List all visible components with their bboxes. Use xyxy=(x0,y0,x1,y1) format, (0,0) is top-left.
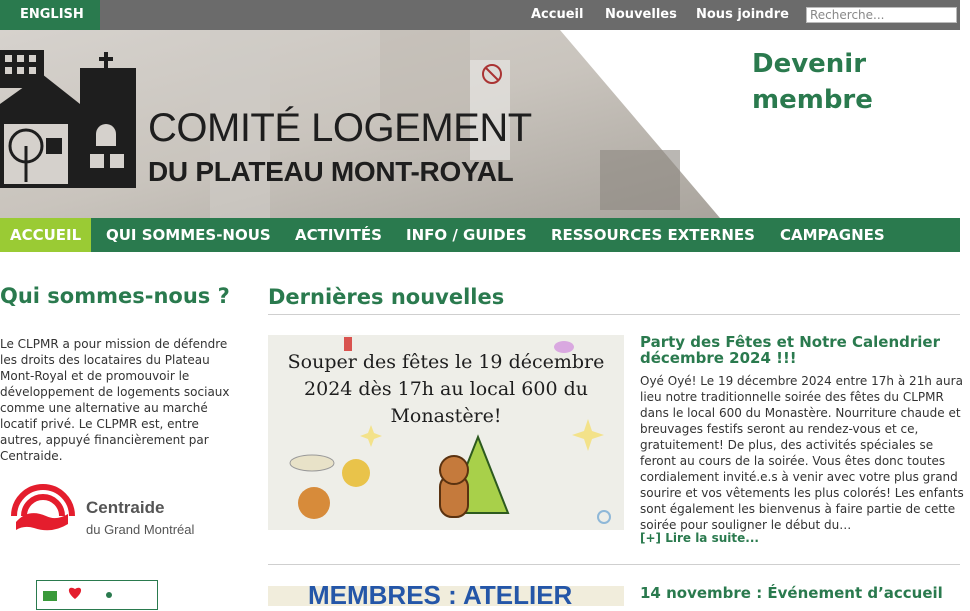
become-member-link[interactable]: Devenir membre xyxy=(752,49,873,115)
news-divider xyxy=(268,314,960,315)
partner-logo-icon xyxy=(37,581,157,601)
top-link-nouvelles[interactable]: Nouvelles xyxy=(605,7,677,22)
nav-item-accueil[interactable]: ACCUEIL xyxy=(0,218,91,252)
nav-item-ressources-externes[interactable]: RESSOURCES EXTERNES xyxy=(551,226,755,244)
top-link-nous-joindre[interactable]: Nous joindre xyxy=(696,7,789,22)
news-heading: Dernières nouvelles xyxy=(268,285,505,309)
main-navigation xyxy=(0,218,960,252)
centraide-hand-icon xyxy=(8,472,78,542)
news-image-1-text: Souper des fêtes le 19 décembre 2024 dès 17h au local 600 du Monastère! xyxy=(287,351,605,427)
nav-item-info-guides[interactable]: INFO / GUIDES xyxy=(406,226,527,244)
news-title-2[interactable]: 14 novembre : Événement d’accueil xyxy=(640,584,943,602)
read-more-link[interactable]: [+] Lire la suite... xyxy=(640,531,759,545)
top-bar xyxy=(0,0,960,30)
org-logo-icon xyxy=(0,50,140,190)
org-name-line1: COMITÉ LOGEMENT xyxy=(148,106,532,150)
nav-item-activites[interactable]: ACTIVITÉS xyxy=(295,226,382,244)
news-divider-2 xyxy=(268,564,960,565)
nav-item-campagnes[interactable]: CAMPAGNES xyxy=(780,226,885,244)
nav-item-qui-sommes-nous[interactable]: QUI SOMMES-NOUS xyxy=(106,226,271,244)
news-image-1[interactable] xyxy=(268,335,624,530)
partner-logo[interactable] xyxy=(36,580,158,610)
search-input[interactable]: Recherche... xyxy=(806,7,957,23)
top-link-accueil[interactable]: Accueil xyxy=(531,7,584,22)
news-excerpt-1: Oyé Oyé! Le 19 décembre 2024 entre 17h à 21h aura lieu notre traditionnelle soirée des fêtes du CLPMR dans le local 600 du Monastère. Nourriture chaude et breuvages festifs seront au rendez-vous et ce, gratuitement! De plus, des activités spéciales se feront au cours de la soirée. Vous êtes donc toutes cordialement invité.e.s à venir avec votre plus grand sourire et vos vêtements les plus colorés! Les enfants sont également les bienvenus à faire partie de cette soirée pour souligner le début du… xyxy=(640,374,964,532)
news-title-1[interactable]: Party des Fêtes et Notre Calendrier décembre 2024 !!! xyxy=(640,333,941,367)
org-name-line2: DU PLATEAU MONT-ROYAL xyxy=(148,156,514,187)
sponsor-subtitle: du Grand Montréal xyxy=(86,522,195,537)
sidebar-mission-text: Le CLPMR a pour mission de défendre les droits des locataires du Plateau Mont-Royal et de promouvoir le développement de logements sociaux comme une alternative au marché locatif privé. Le CLPMR est, entre autres, appuyé financièrement par Centraide. xyxy=(0,337,230,463)
news-image-2-text: MEMBRES : ATELIER xyxy=(308,580,573,610)
site-header xyxy=(0,30,960,218)
sidebar-title: Qui sommes-nous ? xyxy=(0,284,230,308)
sponsor-name: Centraide xyxy=(86,498,165,517)
news-image-2[interactable] xyxy=(268,580,624,610)
centraide-logo[interactable] xyxy=(8,472,218,542)
language-switch-button[interactable]: ENGLISH xyxy=(0,0,100,30)
